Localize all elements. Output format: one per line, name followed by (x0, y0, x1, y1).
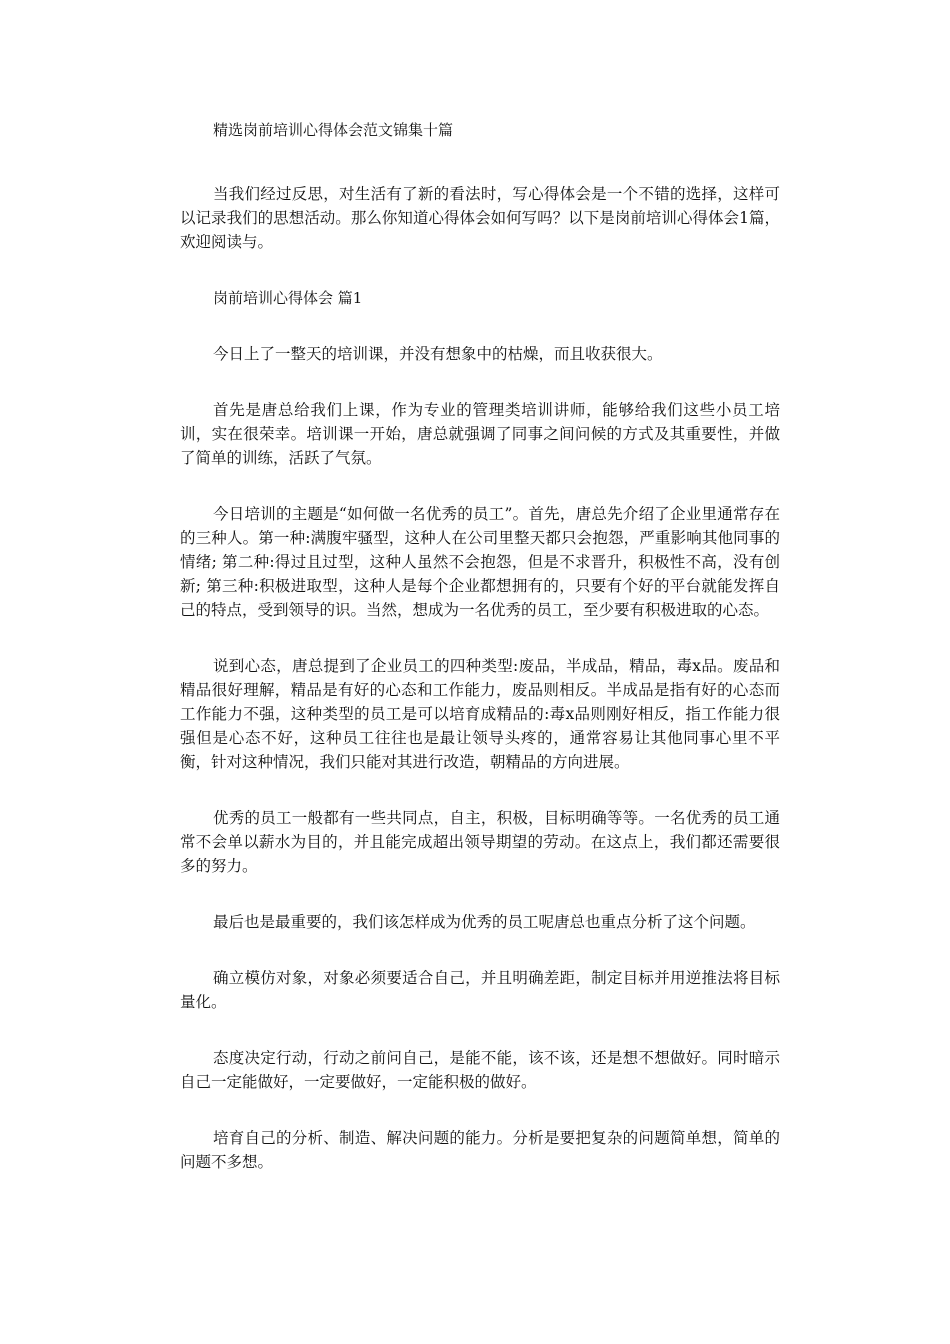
body-paragraph: 今日上了一整天的培训课，并没有想象中的枯燥，而且收获很大。 (213, 345, 663, 363)
spacer (180, 774, 780, 806)
body-paragraph: 培育自己的分析、制造、解决问题的能力。分析是要把复杂的问题简单想，简单的问题不多想。 (180, 1129, 780, 1171)
spacer (180, 310, 780, 342)
intro-paragraph: 当我们经过反思，对生活有了新的看法时，写心得体会是一个不错的选择，这样可以记录我们的思想活动。那么你知道心得体会如何写吗？以下是岗前培训心得体会1篇，欢迎阅读与。 (180, 185, 780, 251)
spacer (180, 622, 780, 654)
body-paragraph: 说到心态，唐总提到了企业员工的四种类型:废品，半成品，精品，毒x品。废品和精品很好理解，精品是有好的心态和工作能力，废品则相反。半成品是指有好的心态而工作能力不强，这种类型的员工是可以培育成精品的:毒x品则刚好相反，指工作能力很强但是心态不好，这种员工往往也是最让领导头疼的，通常容易让其他同事心里不平衡，针对这种情况，我们只能对其进行改造，朝精品的方向进展。 (180, 657, 780, 771)
spacer (180, 1014, 780, 1046)
body-paragraph: 首先是唐总给我们上课，作为专业的管理类培训讲师，能够给我们这些小员工培训，实在很荣幸。培训课一开始，唐总就强调了同事之间问候的方式及其重要性，并做了简单的训练，活跃了气氛。 (180, 401, 780, 467)
spacer (180, 254, 780, 286)
body-paragraph: 态度决定行动，行动之前问自己，是能不能，该不该，还是想不想做好。同时暗示自己一定能做好，一定要做好，一定能积极的做好。 (180, 1049, 780, 1091)
spacer (180, 1094, 780, 1126)
spacer (180, 366, 780, 398)
document-page (180, 118, 780, 1174)
section-heading: 岗前培训心得体会 篇1 (213, 289, 363, 307)
body-paragraph: 确立模仿对象，对象必须要适合自己，并且明确差距，制定目标并用逆推法将目标量化。 (180, 969, 780, 1011)
spacer (180, 934, 780, 966)
spacer (180, 142, 780, 182)
body-paragraph: 优秀的员工一般都有一些共同点，自主，积极，目标明确等等。一名优秀的员工通常不会单以薪水为目的，并且能完成超出领导期望的劳动。在这点上，我们都还需要很多的努力。 (180, 809, 780, 875)
document-title: 精选岗前培训心得体会范文锦集十篇 (213, 121, 454, 139)
spacer (180, 470, 780, 502)
spacer (180, 878, 780, 910)
body-paragraph: 最后也是最重要的，我们该怎样成为优秀的员工呢唐总也重点分析了这个问题。 (213, 913, 756, 931)
body-paragraph: 今日培训的主题是“如何做一名优秀的员工”。首先，唐总先介绍了企业里通常存在的三种人。第一种:满腹牢骚型，这种人在公司里整天都只会抱怨，严重影响其他同事的情绪; 第二种:得过且过型，这种人虽然不会抱怨，但是不求晋升，积极性不高，没有创新; 第三种:积极进取型，这种人是每个企业都想拥有的，只要有个好的平台就能发挥自己的特点，受到领导的识。当然，想成为一名优秀的员工，至少要有积极进取的心态。 (180, 505, 780, 619)
